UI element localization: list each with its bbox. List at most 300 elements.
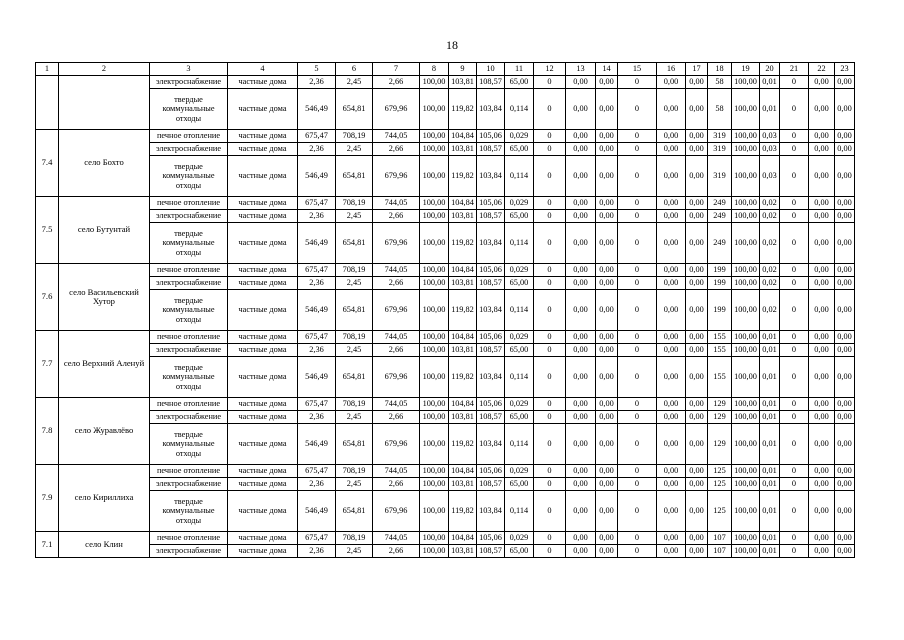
value-cell: 0 [780,156,809,197]
value-cell: 0,00 [566,210,596,223]
value-cell: 0,00 [835,532,855,545]
value-cell: 65,00 [505,210,534,223]
value-cell: 0,00 [686,344,708,357]
consumer-cell: частные дома [228,76,298,89]
settlement-name: село Журавлёво [59,398,150,465]
value-cell: 0,00 [657,210,686,223]
value-cell: 0 [534,156,566,197]
value-cell: 0,00 [809,130,835,143]
value-cell: 0,00 [657,424,686,465]
value-cell: 125 [708,491,732,532]
value-cell: 0,00 [596,264,618,277]
value-cell: 0 [618,223,657,264]
value-cell: 0,029 [505,197,534,210]
table-row [36,545,855,558]
value-cell: 319 [708,156,732,197]
value-cell: 0 [780,398,809,411]
value-cell: 0,00 [596,156,618,197]
value-cell: 0 [618,357,657,398]
consumer-cell: частные дома [228,89,298,130]
value-cell: 0 [618,532,657,545]
settlement-number: 7.5 [36,197,59,264]
value-cell: 0,00 [686,89,708,130]
value-cell: 119,82 [449,156,477,197]
service-cell: твердые коммунальные отходы [150,491,228,532]
value-cell: 0,00 [809,331,835,344]
value-cell: 0,00 [657,76,686,89]
value-cell: 0,00 [835,398,855,411]
value-cell: 0 [534,197,566,210]
value-cell: 0,00 [657,411,686,424]
value-cell: 0,00 [596,357,618,398]
page-number: 18 [446,38,458,52]
value-cell: 0,00 [835,143,855,156]
value-cell: 546,49 [298,424,336,465]
settlement-number: 7.6 [36,264,59,331]
value-cell: 0 [780,210,809,223]
value-cell: 0,00 [657,130,686,143]
column-header: 23 [835,63,855,76]
value-cell: 0 [534,277,566,290]
value-cell: 100,00 [420,223,449,264]
value-cell: 679,96 [373,424,420,465]
value-cell: 708,19 [336,331,373,344]
value-cell: 0 [534,223,566,264]
value-cell: 546,49 [298,89,336,130]
column-header: 18 [708,63,732,76]
value-cell: 0,00 [566,130,596,143]
value-cell: 679,96 [373,156,420,197]
table-row [36,290,855,331]
column-header: 20 [760,63,780,76]
consumer-cell: частные дома [228,223,298,264]
value-cell: 2,45 [336,478,373,491]
value-cell: 708,19 [336,130,373,143]
value-cell: 105,06 [477,130,505,143]
value-cell: 100,00 [420,89,449,130]
value-cell: 0 [780,491,809,532]
value-cell: 0,00 [596,478,618,491]
value-cell: 0 [534,344,566,357]
settlement-number: 7.9 [36,465,59,532]
value-cell: 105,06 [477,331,505,344]
value-cell: 708,19 [336,197,373,210]
value-cell: 0 [780,357,809,398]
value-cell: 129 [708,424,732,465]
value-cell: 125 [708,465,732,478]
value-cell: 0,00 [566,545,596,558]
consumer-cell: частные дома [228,143,298,156]
value-cell: 0,00 [835,290,855,331]
value-cell: 108,57 [477,411,505,424]
value-cell: 119,82 [449,89,477,130]
value-cell: 100,00 [420,465,449,478]
service-cell: печное отопление [150,264,228,277]
value-cell: 0,00 [686,398,708,411]
value-cell: 2,45 [336,143,373,156]
value-cell: 675,47 [298,398,336,411]
value-cell: 0,00 [835,76,855,89]
value-cell: 0,00 [596,290,618,331]
value-cell: 100,00 [420,143,449,156]
settlement-name: село Васильевский Хутор [59,264,150,331]
value-cell: 0 [618,491,657,532]
table-row [36,130,855,143]
table-row [36,344,855,357]
value-cell: 105,06 [477,398,505,411]
column-header: 4 [228,63,298,76]
value-cell: 104,84 [449,465,477,478]
value-cell: 675,47 [298,331,336,344]
value-cell: 104,84 [449,398,477,411]
value-cell: 0 [534,398,566,411]
service-cell: печное отопление [150,465,228,478]
value-cell: 0 [534,491,566,532]
consumer-cell: частные дома [228,424,298,465]
value-cell: 100,00 [420,130,449,143]
column-header: 1 [36,63,59,76]
service-cell: электроснабжение [150,143,228,156]
service-cell: твердые коммунальные отходы [150,424,228,465]
value-cell: 0,00 [657,331,686,344]
value-cell: 100,00 [732,197,760,210]
table-row [36,491,855,532]
value-cell: 0 [618,290,657,331]
column-header: 8 [420,63,449,76]
value-cell: 0 [618,76,657,89]
consumer-cell: частные дома [228,290,298,331]
value-cell: 100,00 [420,545,449,558]
value-cell: 0,00 [596,532,618,545]
value-cell: 0,00 [657,491,686,532]
tariff-table [35,62,855,558]
value-cell: 0,00 [657,143,686,156]
value-cell: 744,05 [373,197,420,210]
consumer-cell: частные дома [228,156,298,197]
settlement-name: село Бохто [59,130,150,197]
value-cell: 2,36 [298,277,336,290]
value-cell: 0,02 [760,210,780,223]
value-cell: 108,57 [477,277,505,290]
value-cell: 744,05 [373,398,420,411]
value-cell: 2,45 [336,344,373,357]
column-header: 11 [505,63,534,76]
value-cell: 0,01 [760,76,780,89]
value-cell: 104,84 [449,532,477,545]
table-row [36,411,855,424]
value-cell: 100,00 [420,398,449,411]
value-cell: 0,00 [686,76,708,89]
settlement-name: село Клин [59,532,150,558]
value-cell: 103,81 [449,76,477,89]
service-cell: твердые коммунальные отходы [150,290,228,331]
value-cell: 0,00 [809,76,835,89]
value-cell: 100,00 [732,532,760,545]
value-cell: 0,00 [657,344,686,357]
consumer-cell: частные дома [228,545,298,558]
value-cell: 0 [534,76,566,89]
value-cell: 654,81 [336,357,373,398]
value-cell: 119,82 [449,424,477,465]
value-cell: 0,00 [809,277,835,290]
consumer-cell: частные дома [228,197,298,210]
value-cell: 0 [618,478,657,491]
value-cell: 119,82 [449,491,477,532]
service-cell: твердые коммунальные отходы [150,223,228,264]
value-cell: 107 [708,545,732,558]
value-cell: 0 [534,130,566,143]
value-cell: 679,96 [373,357,420,398]
value-cell: 0,00 [566,411,596,424]
consumer-cell: частные дома [228,411,298,424]
value-cell: 199 [708,290,732,331]
value-cell: 319 [708,143,732,156]
value-cell: 0,00 [657,197,686,210]
value-cell: 0,00 [566,344,596,357]
value-cell: 0,00 [596,76,618,89]
settlement-name: село Бутунтай [59,197,150,264]
value-cell: 546,49 [298,491,336,532]
value-cell: 0,00 [686,130,708,143]
value-cell: 0,00 [809,545,835,558]
value-cell: 100,00 [420,331,449,344]
consumer-cell: частные дома [228,344,298,357]
value-cell: 0,00 [686,411,708,424]
value-cell: 100,00 [732,223,760,264]
value-cell: 0,00 [566,424,596,465]
value-cell: 708,19 [336,465,373,478]
value-cell: 679,96 [373,223,420,264]
value-cell: 0,00 [596,331,618,344]
value-cell: 0,01 [760,331,780,344]
value-cell: 103,81 [449,277,477,290]
value-cell: 0,01 [760,357,780,398]
value-cell: 155 [708,357,732,398]
value-cell: 0 [618,264,657,277]
value-cell: 0 [780,290,809,331]
value-cell: 0,00 [809,290,835,331]
value-cell: 654,81 [336,156,373,197]
value-cell: 675,47 [298,264,336,277]
settlement-name [59,76,150,130]
value-cell: 0,00 [596,424,618,465]
value-cell: 108,57 [477,344,505,357]
value-cell: 0 [534,143,566,156]
value-cell: 100,00 [732,89,760,130]
service-cell: электроснабжение [150,76,228,89]
value-cell: 0,00 [835,89,855,130]
service-cell: твердые коммунальные отходы [150,357,228,398]
value-cell: 0,00 [686,264,708,277]
value-cell: 0,00 [809,357,835,398]
value-cell: 0 [534,411,566,424]
value-cell: 654,81 [336,89,373,130]
value-cell: 100,00 [732,210,760,223]
value-cell: 0,00 [686,532,708,545]
value-cell: 679,96 [373,89,420,130]
value-cell: 0,00 [809,197,835,210]
value-cell: 108,57 [477,76,505,89]
value-cell: 0,01 [760,545,780,558]
value-cell: 708,19 [336,264,373,277]
column-header: 14 [596,63,618,76]
value-cell: 744,05 [373,465,420,478]
consumer-cell: частные дома [228,478,298,491]
value-cell: 0,114 [505,357,534,398]
value-cell: 100,00 [420,156,449,197]
value-cell: 0,00 [566,532,596,545]
value-cell: 105,06 [477,264,505,277]
value-cell: 100,00 [420,532,449,545]
value-cell: 100,00 [732,130,760,143]
value-cell: 0,00 [686,424,708,465]
value-cell: 0,00 [809,264,835,277]
value-cell: 0,00 [809,223,835,264]
value-cell: 65,00 [505,545,534,558]
value-cell: 546,49 [298,223,336,264]
value-cell: 744,05 [373,264,420,277]
value-cell: 0,00 [809,156,835,197]
value-cell: 0,00 [835,264,855,277]
value-cell: 0,00 [809,491,835,532]
value-cell: 0,01 [760,532,780,545]
table-row [36,89,855,130]
value-cell: 104,84 [449,264,477,277]
value-cell: 0,00 [657,156,686,197]
value-cell: 0 [780,331,809,344]
value-cell: 103,84 [477,89,505,130]
column-header: 5 [298,63,336,76]
value-cell: 0,00 [566,478,596,491]
value-cell: 0,00 [566,197,596,210]
settlement-number: 7.1 [36,532,59,558]
value-cell: 708,19 [336,398,373,411]
value-cell: 0,00 [835,210,855,223]
value-cell: 0 [780,277,809,290]
value-cell: 104,84 [449,130,477,143]
value-cell: 0,00 [596,398,618,411]
value-cell: 0,00 [809,424,835,465]
value-cell: 0,00 [835,478,855,491]
value-cell: 0,029 [505,264,534,277]
value-cell: 103,84 [477,156,505,197]
value-cell: 0,00 [596,143,618,156]
value-cell: 0,00 [566,491,596,532]
value-cell: 675,47 [298,130,336,143]
value-cell: 0,01 [760,491,780,532]
value-cell: 0 [618,156,657,197]
value-cell: 0,00 [657,290,686,331]
table-row [36,264,855,277]
value-cell: 0,01 [760,89,780,130]
value-cell: 0,029 [505,532,534,545]
value-cell: 249 [708,197,732,210]
value-cell: 0 [618,143,657,156]
value-cell: 0 [618,197,657,210]
value-cell: 103,84 [477,290,505,331]
settlement-number: 7.7 [36,331,59,398]
value-cell: 108,57 [477,478,505,491]
value-cell: 0,01 [760,411,780,424]
value-cell: 0 [534,290,566,331]
value-cell: 0 [534,545,566,558]
value-cell: 100,00 [420,76,449,89]
value-cell: 0,00 [835,277,855,290]
value-cell: 0,00 [566,156,596,197]
value-cell: 0 [618,398,657,411]
value-cell: 0,00 [657,398,686,411]
consumer-cell: частные дома [228,331,298,344]
value-cell: 155 [708,344,732,357]
value-cell: 100,00 [420,357,449,398]
value-cell: 654,81 [336,290,373,331]
value-cell: 0 [534,331,566,344]
value-cell: 0,00 [809,478,835,491]
value-cell: 0,01 [760,478,780,491]
value-cell: 0,114 [505,424,534,465]
value-cell: 0,029 [505,398,534,411]
value-cell: 249 [708,223,732,264]
consumer-cell: частные дома [228,277,298,290]
table-row [36,210,855,223]
column-header: 22 [809,63,835,76]
value-cell: 0,00 [835,197,855,210]
value-cell: 0,00 [686,357,708,398]
value-cell: 0,029 [505,465,534,478]
value-cell: 100,00 [732,424,760,465]
value-cell: 0,00 [596,89,618,130]
value-cell: 0 [618,89,657,130]
value-cell: 0 [534,532,566,545]
value-cell: 2,66 [373,76,420,89]
value-cell: 0,00 [686,465,708,478]
table-row [36,156,855,197]
value-cell: 0,00 [835,491,855,532]
value-cell: 2,66 [373,277,420,290]
value-cell: 0 [780,223,809,264]
value-cell: 0,01 [760,344,780,357]
value-cell: 0,00 [686,491,708,532]
service-cell: электроснабжение [150,277,228,290]
value-cell: 2,36 [298,411,336,424]
value-cell: 675,47 [298,197,336,210]
value-cell: 0,00 [596,197,618,210]
value-cell: 104,84 [449,197,477,210]
service-cell: печное отопление [150,331,228,344]
value-cell: 0 [618,331,657,344]
value-cell: 0,00 [686,143,708,156]
value-cell: 0,00 [657,223,686,264]
value-cell: 0,00 [657,357,686,398]
value-cell: 2,36 [298,210,336,223]
value-cell: 0,114 [505,290,534,331]
value-cell: 2,36 [298,344,336,357]
column-header: 12 [534,63,566,76]
value-cell: 0 [618,411,657,424]
value-cell: 0 [780,545,809,558]
value-cell: 0,03 [760,143,780,156]
value-cell: 100,00 [732,156,760,197]
column-header: 9 [449,63,477,76]
consumer-cell: частные дома [228,465,298,478]
column-header: 6 [336,63,373,76]
value-cell: 103,84 [477,424,505,465]
value-cell: 0 [534,357,566,398]
value-cell: 0 [534,264,566,277]
value-cell: 0,00 [566,398,596,411]
value-cell: 103,84 [477,357,505,398]
value-cell: 0 [780,76,809,89]
